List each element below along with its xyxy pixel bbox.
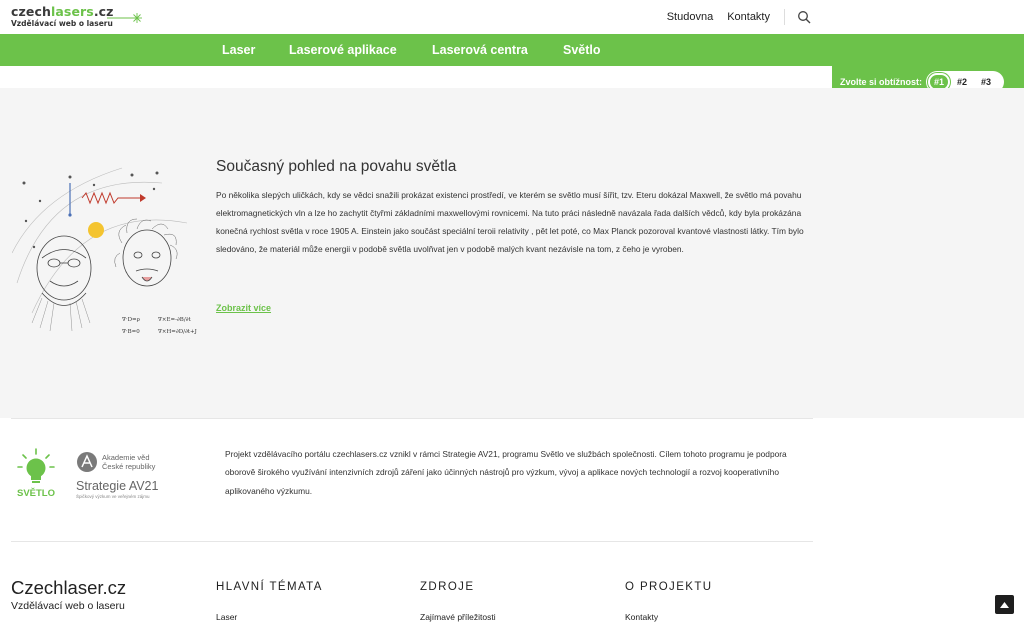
difficulty-option-1[interactable]: #1 (928, 73, 950, 91)
top-links (667, 0, 1024, 34)
scroll-to-top-button[interactable] (995, 595, 1014, 614)
av-name-line2: České republiky (102, 462, 156, 471)
scientists-illustration (12, 163, 197, 338)
divider (784, 9, 785, 25)
footer-heading-zdroje: ZDROJE (420, 581, 475, 593)
top-link-studovna[interactable]: Studovna (666, 11, 714, 23)
search-icon[interactable] (797, 10, 811, 24)
site-logo[interactable] (11, 5, 114, 28)
equation-gauss-d: ∇·D=ρ (122, 317, 140, 323)
main-nav (0, 34, 1024, 66)
av-tagline: Špičkový výzkum ve veřejném zájmu (76, 494, 150, 499)
equation-gauss-b: ∇·B=0 (122, 329, 140, 335)
arrow-up-icon (1000, 602, 1009, 608)
footer-link-zajimave-prilezitosti[interactable]: Zajímavé příležitosti (420, 612, 496, 622)
av-strategy: Strategie AV21 (76, 479, 159, 493)
equation-faraday: ∇×E=-∂B/∂t (158, 317, 191, 323)
divider (11, 418, 813, 419)
laser-beam-icon (107, 13, 153, 25)
footer-link-kontakty[interactable]: Kontakty (625, 612, 659, 622)
footer-brand: Czechlaser.cz (11, 577, 127, 598)
footer-link-laser[interactable]: Laser (216, 612, 238, 622)
difficulty-label: Zvolte si obtížnost: (840, 77, 922, 87)
footer-tagline: Vzdělávací web o laseru (11, 600, 125, 612)
difficulty-option-3[interactable]: #3 (980, 77, 991, 87)
equation-ampere: ∇×H=∂D/∂t+J (158, 329, 197, 335)
logo-tagline: Vzdělávací web o laseru (11, 19, 113, 28)
svetlo-logo-label: SVĚTLO (16, 488, 56, 499)
hero-section (0, 88, 1024, 418)
hero-title: Současný pohled na povahu světla (216, 158, 457, 175)
show-more-link[interactable]: Zobrazit více (216, 303, 272, 313)
top-link-kontakty[interactable]: Kontakty (727, 11, 770, 23)
hero-text: Po několika slepých uličkách, kdy se vědci snažili prokázat existenci prostředí, ve kterém se světlo musí šířit, tzv. Eteru dokázal Maxwell, že světlo má povahu elektromagnetických vln a lze ho zachytit čtyřmi základními maxwellovými rovnicemi. Na tuto práci následně navázala řada dalších vědců, kdy byla prokázána konečná rychlost světla v roce 1905 A. Einstein jako součást speciální teroii relativity , pět let poté, co Max Planck pozoroval kvantové vlastnosti látky. Tím bylo sledováno, že materiál může energii v podobě světla uvolňvat jen v podobě malých kvant nezávisle na tom, z čeho je vyroben. (216, 190, 804, 254)
divider (11, 541, 813, 542)
difficulty-option-2[interactable]: #2 (956, 77, 967, 87)
svetlo-program-logo[interactable] (15, 447, 57, 502)
footer-heading-hlavni-temata: HLAVNÍ TÉMATA (216, 581, 323, 593)
project-description: Projekt vzdělávacího portálu czechlasers.cz vznikl v rámci Strategie AV21, programu Světlo ve službách společnosti. Cílem tohoto programu je podpora oborově širokého využívání intenzivních zdrojů záření jako účinných nástrojů pro výzkum, vývoj a aplikace nových technologií a rozvoj kooperativního aplikovaného výzkumu. (225, 449, 787, 496)
footer-heading-o-projektu: O PROJEKTU (625, 581, 713, 593)
av-name-line1: Akademie věd (102, 453, 150, 462)
akademie-ved-logo[interactable] (76, 451, 176, 501)
nav-item-svetlo[interactable]: Světlo (563, 43, 601, 57)
logo-title: czechlasers.cz (11, 4, 114, 19)
top-bar (0, 0, 1024, 34)
nav-item-laserove-aplikace[interactable]: Laserové aplikace (289, 43, 397, 57)
nav-item-laser[interactable]: Laser (222, 43, 256, 57)
nav-item-laserova-centra[interactable]: Laserová centra (432, 43, 528, 57)
